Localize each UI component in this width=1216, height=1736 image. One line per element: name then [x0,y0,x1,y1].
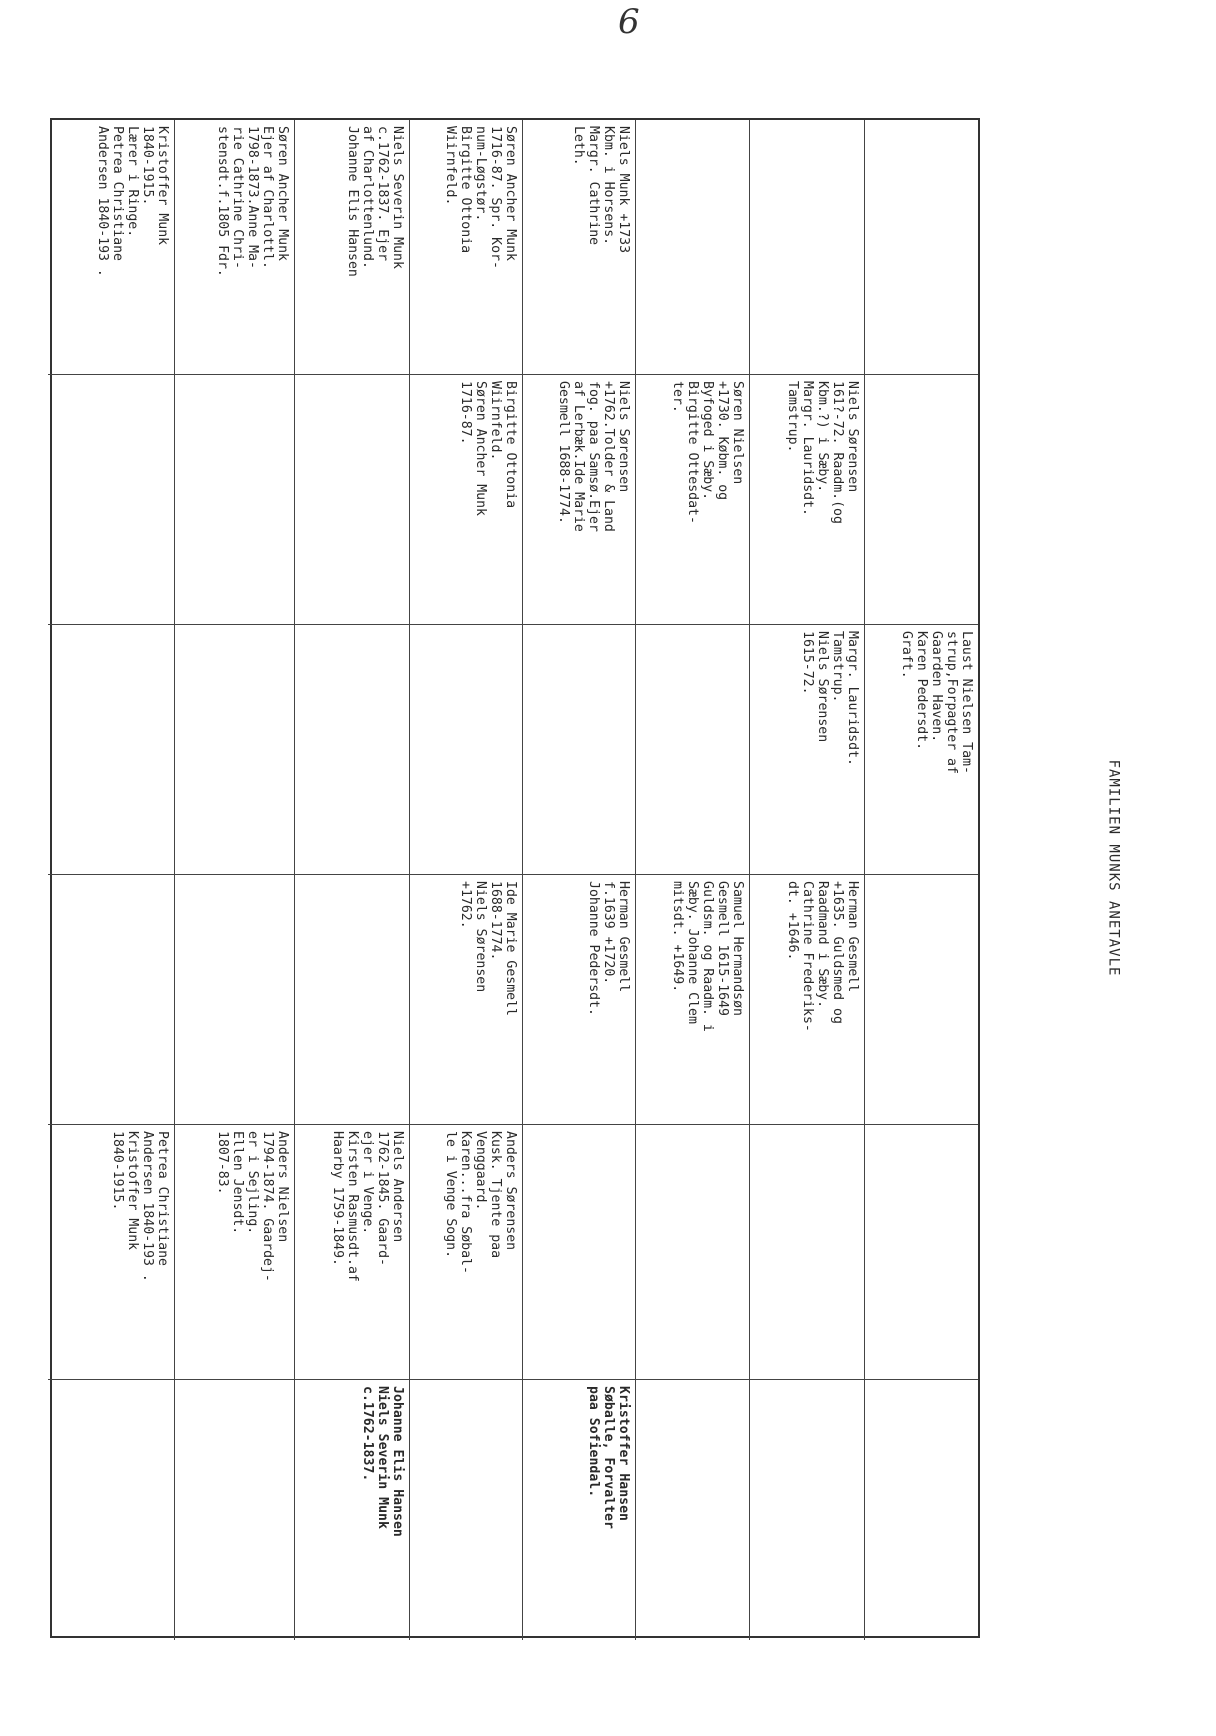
table-cell [635,625,749,875]
table-cell: Søren Ancher Munk 1716-87. Spr. Kor- num-Løgstør. Birgitte Ottonia Wiirnfeld. [409,120,522,375]
table-cell: Birgitte Ottonia Wiirnfeld. Søren Ancher Munk 1716-87. [409,375,522,625]
table-cell: Margr. Lauridsdt. Tamstrup. Niels Sørensen 1615-72. [749,625,864,875]
table-cell [174,625,294,875]
table-cell [522,1125,635,1380]
table-cell: Johanne Elis Hansen Niels Severin Munk c.1762-1837. [294,1380,409,1640]
table-cell [294,625,409,875]
table-cell [409,1380,522,1640]
table-cell: Niels Munk +1733 Kbm. i Horsens. Margr. Cathrine Leth. [522,120,635,375]
table-cell: Petrea Christiane Andersen 1840-193 . Kristoffer Munk 1840-1915. [48,1125,174,1380]
table-cell [864,375,978,625]
page-number: 6 [618,2,640,42]
table-cell [635,120,749,375]
table-cell: Niels Sørensen +1762.Tolder & Land fog. paa Samsø.Ejer af Lerbæk.Ide Marie Gesmell 1688-1774. [522,375,635,625]
table-cell [864,120,978,375]
table-cell [48,625,174,875]
table-cell [409,625,522,875]
table-cell [48,875,174,1125]
table-cell [48,375,174,625]
table-cell [635,1380,749,1640]
table-cell [174,1380,294,1640]
table-cell [635,1125,749,1380]
table-cell: Anders Sørensen Kusk. Tjente paa Venggaard. Karen...fra Søbal- le i Venge Sogn. [409,1125,522,1380]
table-cell [749,1125,864,1380]
ancestry-table-wrapper [50,118,980,1638]
table-cell [48,1380,174,1640]
table-cell: Kristoffer Hansen Søballe, Forvalter paa Sofiendal. [522,1380,635,1640]
table-cell: Søren Ancher Munk Ejer af Charlottl. 1798-1873.Anne Ma- rie Cathrine Chri- stensdt.f.1805 Fdr. [174,120,294,375]
table-cell: Laust Nielsen Tam- strup,Forpagter af Gaarden Haven. Karen Pedersdt. Graft. [864,625,978,875]
table-cell: Niels Severin Munk c.1762-1837. Ejer af Charlottenlund. Johanne Elis Hansen [294,120,409,375]
table-cell [749,1380,864,1640]
table-cell: Søren Nielsen +1730. Købm. og Byfoged i Sæby. Birgitte Ottesdat- ter. [635,375,749,625]
table-cell [522,625,635,875]
table-cell: Samuel Hermandsøn Gesmell 1615-1649 Guldsm. og Raadm. i Sæby. Johanne Clem mitsdt. +1649. [635,875,749,1125]
table-cell [864,1380,978,1640]
table-cell: Niels Andersen 1762-1845. Gaard- ejer i Venge. Kirsten Rasmusdt.af Haarby 1759-1849. [294,1125,409,1380]
table-cell: Ide Marie Gesmell 1688-1774. Niels Sørensen +1762. [409,875,522,1125]
table-cell: Kristoffer Munk 1840-1915. Lærer i Ringe. Petrea Christiane Andersen 1840-193 . [48,120,174,375]
table-cell: Anders Nielsen 1794-1874. Gaardej- er i Sejling. Ellen Jensdt. 1807-83. [174,1125,294,1380]
document-title [1005,0,1216,1736]
ancestry-table [50,118,980,1638]
table-cell: Herman Gesmell f.1639 +1720. Johanne Pedersdt. [522,875,635,1125]
table-cell [174,875,294,1125]
table-cell [294,875,409,1125]
table-cell [864,875,978,1125]
table-cell: Herman Gesmell +1635. Guldsmed og Raadmand i Sæby. Cathrine Frederiks- dt. +1646. [749,875,864,1125]
table-cell [749,120,864,375]
table-cell [294,375,409,625]
title-text: FAMILIEN MUNKS ANETAVLE [1105,759,1122,977]
table-cell [174,375,294,625]
table-cell: Niels Sørensen 161?-72. Raadm.(og Kbm.?) i Sæby. Margr. Lauridsdt. Tamstrup. [749,375,864,625]
table-cell [864,1125,978,1380]
